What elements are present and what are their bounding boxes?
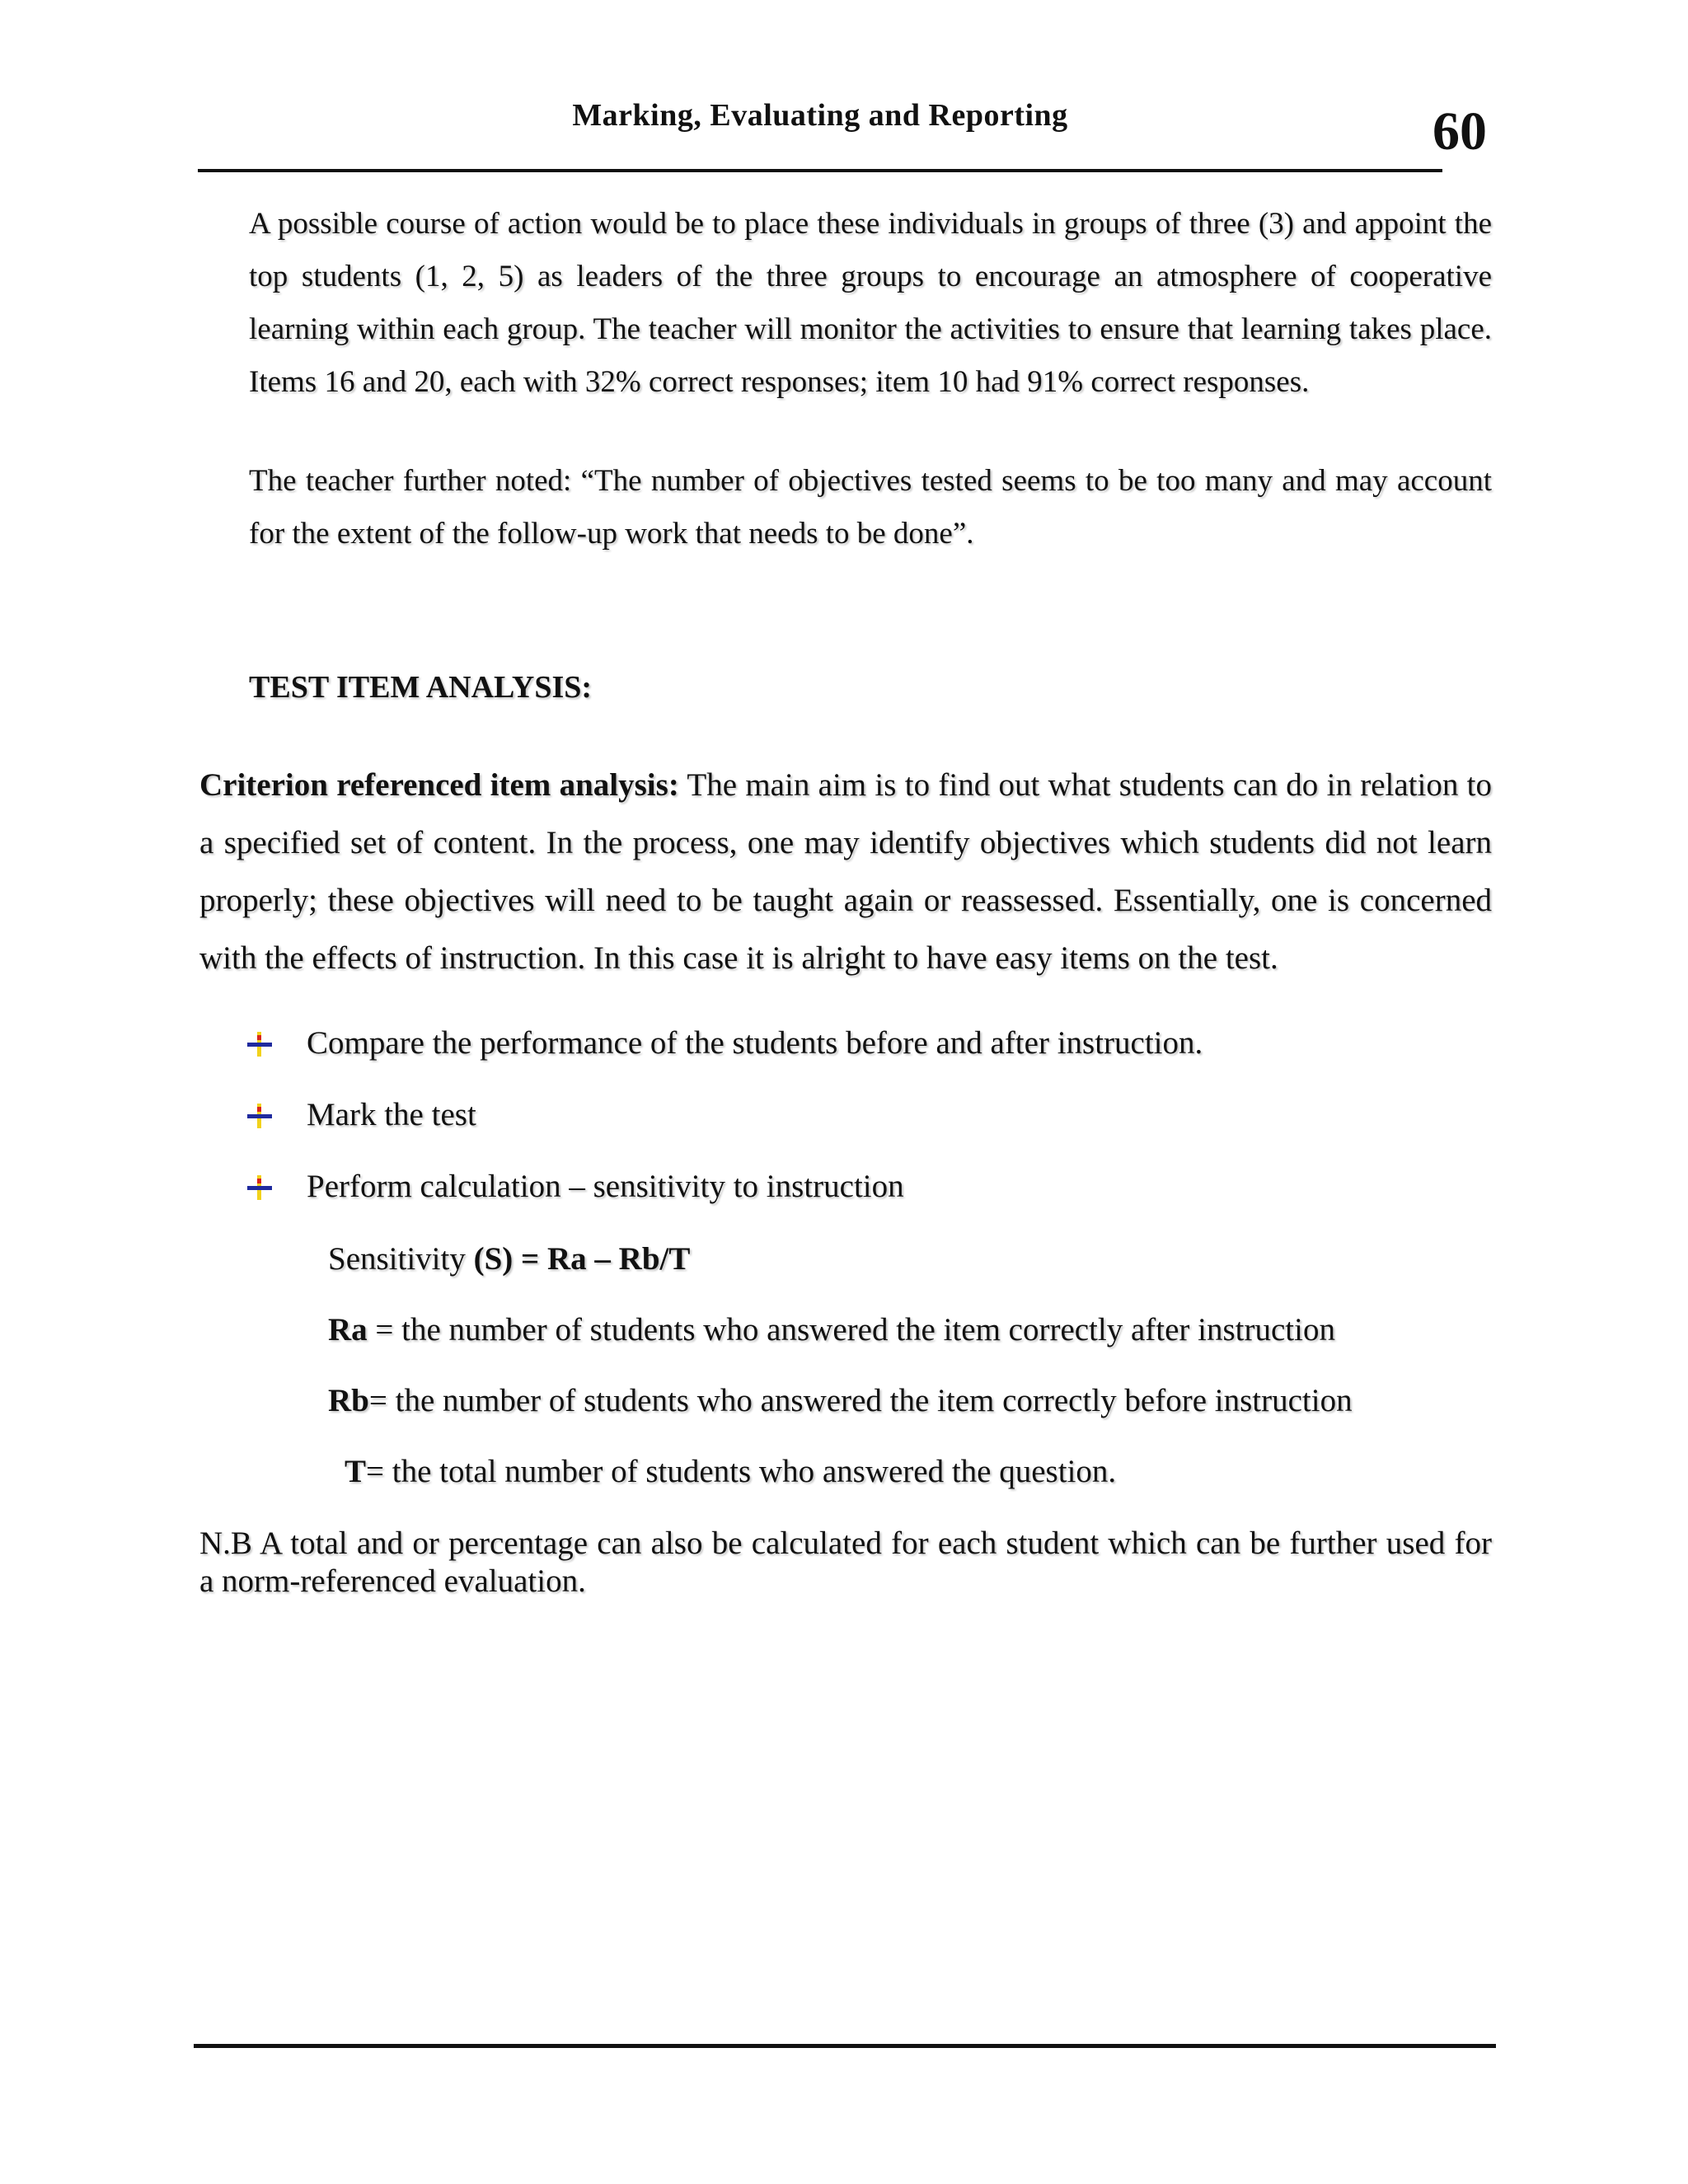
section-heading: TEST ITEM ANALYSIS: — [249, 670, 593, 705]
t-definition — [345, 1451, 1116, 1493]
criterion-body: The main aim is to find out what students can do in relation to a specified set of content. In the process, one may identify objectives which students did not learn properly; these objectives will need to be taught again or reassessed. Essentially, one is concerned with the effects of instruction. In this case it is alright to have easy items on the test. — [199, 767, 1492, 976]
t-text: = the total number of students who answered the question. — [366, 1454, 1117, 1489]
ra-term: Ra — [328, 1312, 368, 1347]
arrow-bullet-icon — [247, 1175, 272, 1200]
criterion-paragraph — [199, 757, 1492, 987]
bullet-text: Perform calculation – sensitivity to instruction — [307, 1169, 904, 1204]
bullet-list — [247, 1022, 1203, 1237]
ra-definition — [328, 1309, 1335, 1352]
sensitivity-expression: (S) = Ra – Rb/T — [473, 1241, 691, 1277]
ra-text: = the number of students who answered the item correctly after instruction — [367, 1312, 1335, 1347]
list-item — [247, 1165, 1203, 1237]
page-title: Marking, Evaluating and Reporting — [572, 98, 1068, 133]
bullet-text: Compare the performance of the students before and after instruction. — [307, 1025, 1203, 1061]
arrow-bullet-icon — [247, 1032, 272, 1057]
t-term: T — [345, 1454, 367, 1489]
rb-definition — [328, 1380, 1353, 1422]
header-rule — [198, 169, 1442, 172]
criterion-lead: Criterion referenced item analysis: — [199, 767, 679, 803]
rb-term: Rb — [328, 1383, 369, 1418]
list-item — [247, 1022, 1203, 1094]
arrow-bullet-icon — [247, 1104, 272, 1128]
note-paragraph: N.B A total and or percentage can also be calculated for each student which can be further used for a norm-referenced evaluation. — [199, 1526, 1492, 1599]
sensitivity-formula — [328, 1238, 690, 1281]
rb-text: = the number of students who answered the item correctly before instruction — [368, 1383, 1353, 1418]
intro-paragraph: A possible course of action would be to place these individuals in groups of three (3) and appoint the top students (1, 2, 5) as leaders of the three groups to encourage an atmosphere of cooperative learning within each group. The teacher will monitor the activities to ensure that learning takes place. Items 16 and 20, each with 32% correct responses; item 10 had 91% correct responses. — [249, 207, 1492, 399]
teacher-noted-paragraph: The teacher further noted: “The number of objectives tested seems to be too many and may account for the extent of the follow-up work that needs to be done”. — [249, 464, 1492, 551]
footer-rule — [194, 2044, 1496, 2048]
page-number: 60 — [1432, 101, 1487, 162]
bullet-text: Mark the test — [307, 1097, 476, 1132]
sensitivity-label: Sensitivity — [328, 1241, 474, 1277]
list-item — [247, 1094, 1203, 1165]
